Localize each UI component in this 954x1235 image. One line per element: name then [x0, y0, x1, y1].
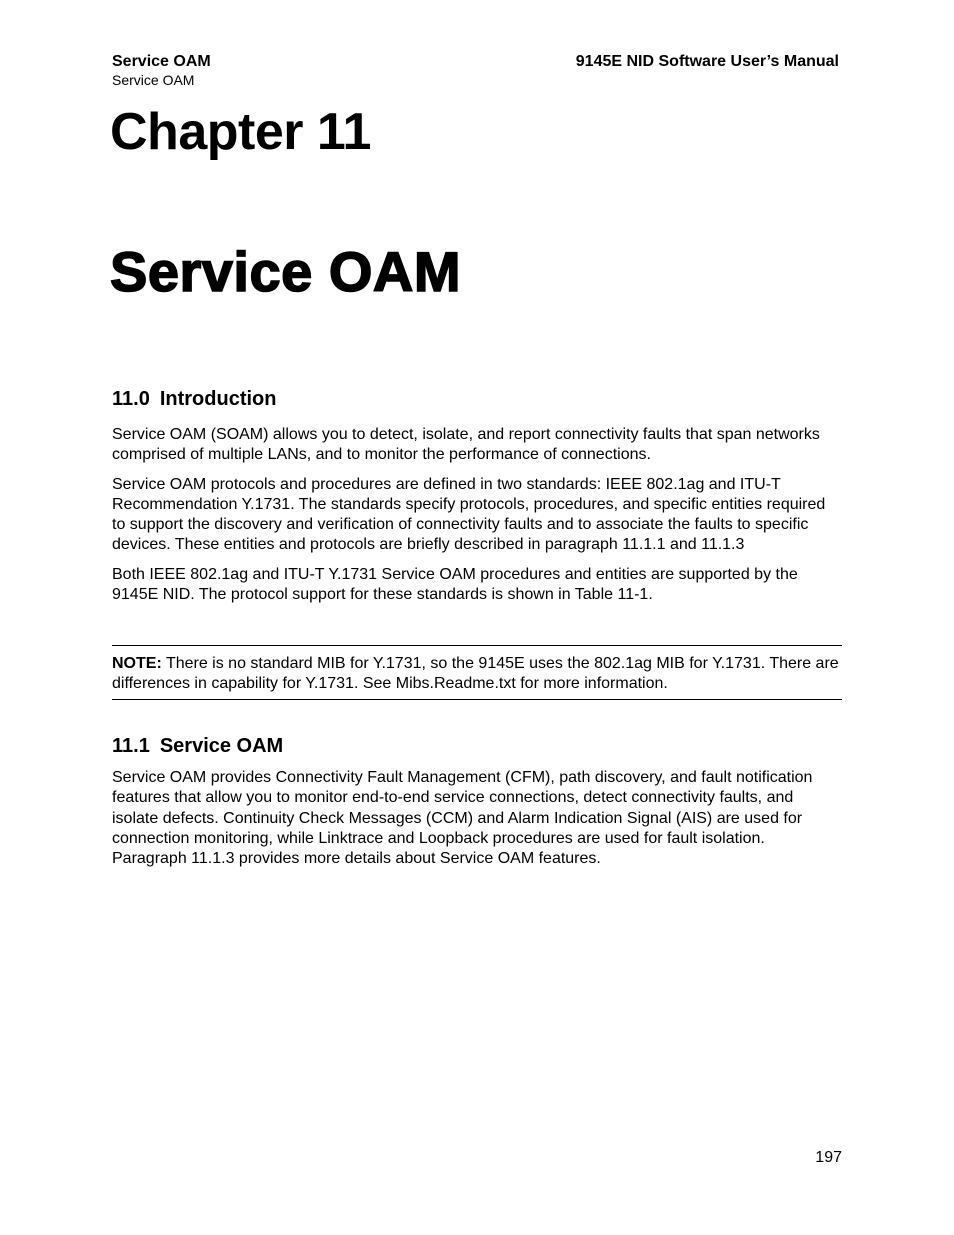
section-introduction: [112, 387, 842, 614]
section-heading: [112, 734, 842, 758]
section-heading: [112, 387, 842, 411]
section-service-oam: [112, 734, 842, 878]
section-number: 11.0: [112, 388, 150, 410]
running-header-subsection: Service OAM: [112, 72, 195, 88]
note-label: NOTE:: [112, 655, 162, 672]
note-box: [112, 645, 842, 700]
paragraph: Service OAM protocols and procedures are defined in two standards: IEEE 802.1ag and ITU-T Recommendation Y.1731. The standards specify protocols, procedures, and specific entities required to support the discovery and verification of connectivity faults and to associate the faults to specific devices. These entities and protocols are briefly described in paragraph 11.1.1 and 11.1.3: [112, 475, 826, 554]
running-header-section: Service OAM: [112, 53, 211, 70]
page-number: 197: [815, 1149, 842, 1166]
chapter-number: Chapter 11: [110, 103, 371, 161]
note-text: There is no standard MIB for Y.1731, so the 9145E uses the 802.1ag MIB for Y.1731. There are differences in capability for Y.1731. See Mibs.Readme.txt for more information.: [112, 655, 839, 693]
running-header-manual-title: 9145E NID Software User’s Manual: [575, 53, 839, 70]
chapter-title: Service OAM: [110, 240, 461, 303]
paragraph: Both IEEE 802.1ag and ITU-T Y.1731 Service OAM procedures and entities are supported by the 9145E NID. The protocol support for these standards is shown in Table 11-1.: [112, 565, 798, 604]
paragraph: Service OAM (SOAM) allows you to detect, isolate, and report connectivity faults that span networks comprised of multiple LANs, and to monitor the performance of connections.: [112, 426, 820, 464]
paragraph: Service OAM provides Connectivity Fault Management (CFM), path discovery, and fault notification features that allow you to monitor end-to-end service connections, detect connectivity faults, and isolate defects. Continuity Check Messages (CCM) and Alarm Indication Signal (AIS) are used for connection monitoring, while Linktrace and Loopback procedures are used for fault isolation. Paragraph 11.1.3 provides more details about Service OAM features.: [112, 769, 813, 868]
running-header-left: [112, 52, 211, 89]
section-title: Introduction: [159, 388, 277, 410]
section-number: 11.1: [112, 735, 150, 757]
section-title: Service OAM: [159, 735, 284, 757]
